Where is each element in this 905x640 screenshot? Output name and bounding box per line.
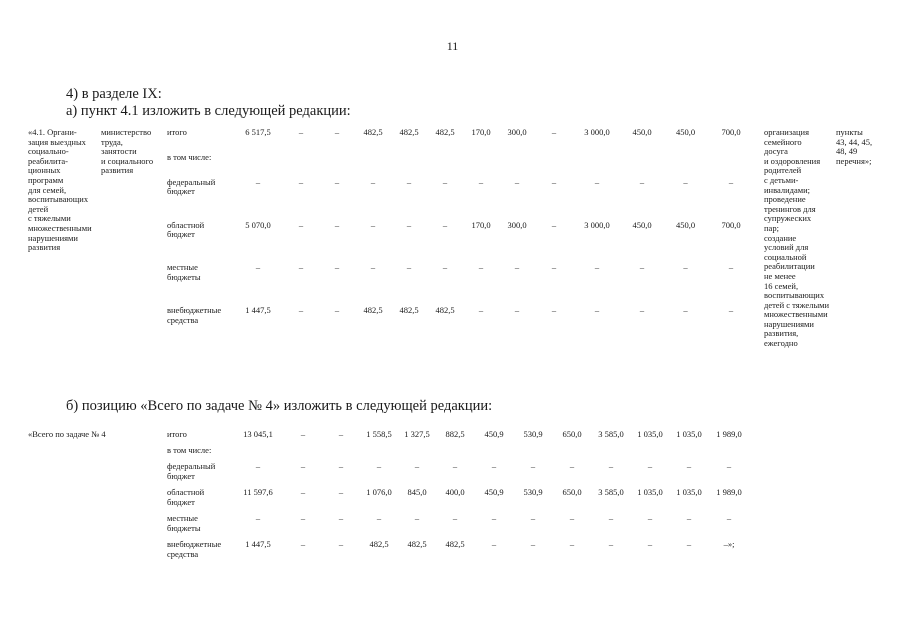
funding-year-value: – bbox=[491, 513, 497, 523]
funding-source-label: федеральный бюджет bbox=[167, 176, 216, 197]
funding-year-value bbox=[463, 153, 499, 178]
funding-year-value: 482,5 bbox=[363, 127, 383, 137]
funding-year-value: 3 000,0 bbox=[584, 219, 610, 230]
funding-year-value: – bbox=[551, 127, 557, 137]
funding-year-value: 1 076,0 bbox=[366, 487, 392, 497]
funding-source-label: итого bbox=[167, 127, 187, 137]
funding-source-label: итого bbox=[167, 429, 187, 439]
funding-year-value: – bbox=[442, 219, 448, 230]
funding-year-value: 482,5 bbox=[435, 304, 455, 315]
funding-year-value: – bbox=[406, 176, 412, 187]
funding-year-value: 450,9 bbox=[484, 429, 504, 439]
expected-result: организация семейного досуга и оздоровления родителей с детьми- инвалидами; проведение тренингов для супружеских пар; создание условий для социальной реабилитации не менее 16 семей, воспитывающих детей с тяжелыми множественными нарушениями развития, ежегодно bbox=[764, 127, 830, 349]
funding-year-value bbox=[669, 446, 709, 462]
funding-year-value: – bbox=[334, 219, 340, 230]
funding-year-value: – bbox=[298, 304, 304, 315]
funding-year-value: 1 989,0 bbox=[716, 487, 742, 497]
funding-year-value: – bbox=[639, 304, 645, 315]
funding-year-value: 530,9 bbox=[523, 487, 543, 497]
funding-year-value bbox=[663, 153, 708, 178]
funding-year-value: 3 000,0 bbox=[584, 127, 610, 137]
funding-year-value: – bbox=[647, 539, 653, 549]
funding-year-value: – bbox=[334, 262, 340, 273]
funding-year-value bbox=[573, 153, 621, 178]
funding-year-value: 845,0 bbox=[407, 487, 427, 497]
funding-total: – bbox=[255, 176, 261, 187]
funding-year-value: – bbox=[728, 176, 734, 187]
funding-year-value: – bbox=[300, 461, 306, 471]
funding-year-value: – bbox=[647, 461, 653, 471]
funding-year-value: – bbox=[406, 219, 412, 230]
funding-year-value: – bbox=[452, 513, 458, 523]
funding-year-value bbox=[399, 446, 435, 462]
funding-year-value: – bbox=[530, 539, 536, 549]
measure-name: «4.1. Органи- зация выездных социально- реабилита- ционных программ для семей, воспитывающих детей с тяжелыми множественными нарушениями развития bbox=[28, 127, 92, 253]
funding-year-value bbox=[499, 153, 535, 178]
funding-year-value: – bbox=[298, 127, 304, 137]
funding-year-value: – bbox=[728, 304, 734, 315]
funding-total: – bbox=[255, 461, 261, 471]
funding-year-value: – bbox=[608, 539, 614, 549]
funding-year-value bbox=[283, 446, 323, 462]
funding-year-value: – bbox=[376, 513, 382, 523]
funding-total: 13 045,1 bbox=[243, 429, 273, 439]
funding-year-value: – bbox=[551, 262, 557, 273]
funding-year-value: – bbox=[298, 176, 304, 187]
funding-year-value: 650,0 bbox=[562, 429, 582, 439]
funding-year-value: 1 035,0 bbox=[637, 429, 663, 439]
task-total-name: «Всего по задаче № 4 bbox=[28, 429, 106, 439]
funding-year-value: 882,5 bbox=[445, 429, 465, 439]
funding-source-label: федеральный бюджет bbox=[167, 461, 216, 481]
funding-year-value: – bbox=[334, 304, 340, 315]
funding-year-value: 700,0 bbox=[721, 127, 741, 137]
funding-year-value: – bbox=[551, 219, 557, 230]
funding-year-value: – bbox=[442, 176, 448, 187]
funding-year-value: 482,5 bbox=[369, 539, 389, 549]
funding-year-value bbox=[709, 446, 749, 462]
funding-year-value: 482,5 bbox=[363, 304, 383, 315]
funding-year-value: – bbox=[686, 461, 692, 471]
funding-year-value bbox=[475, 446, 513, 462]
funding-year-value: – bbox=[370, 219, 376, 230]
funding-source-label: областной бюджет bbox=[167, 219, 205, 240]
funding-source-label: местные бюджеты bbox=[167, 513, 201, 533]
funding-year-value: – bbox=[491, 461, 497, 471]
funding-year-value: – bbox=[647, 513, 653, 523]
funding-year-value: 300,0 bbox=[507, 219, 527, 230]
funding-year-value bbox=[319, 153, 355, 178]
funding-source-label: внебюджетные средства bbox=[167, 304, 222, 325]
funding-year-value: 1 035,0 bbox=[637, 487, 663, 497]
funding-year-value: 170,0 bbox=[471, 219, 491, 230]
funding-year-value: 530,9 bbox=[523, 429, 543, 439]
funding-year-value bbox=[355, 153, 391, 178]
funding-year-value: 300,0 bbox=[507, 127, 527, 137]
funding-total bbox=[233, 153, 283, 178]
funding-year-value: – bbox=[478, 304, 484, 315]
funding-year-value: 450,0 bbox=[675, 219, 696, 230]
funding-year-value: – bbox=[551, 304, 557, 315]
funding-source-label: внебюджетные средства bbox=[167, 539, 222, 559]
funding-year-value: 482,5 bbox=[445, 539, 465, 549]
funding-year-value: – bbox=[530, 461, 536, 471]
funding-year-value: – bbox=[530, 513, 536, 523]
funding-year-value: – bbox=[334, 127, 340, 137]
funding-year-value: 650,0 bbox=[562, 487, 582, 497]
table-row bbox=[28, 430, 749, 446]
funding-year-value: – bbox=[608, 513, 614, 523]
table-row bbox=[28, 128, 890, 153]
funding-year-value: – bbox=[338, 513, 344, 523]
funding-year-value bbox=[359, 446, 399, 462]
page-number: 11 bbox=[446, 39, 459, 53]
funding-total: – bbox=[255, 262, 261, 273]
funding-year-value: – bbox=[608, 461, 614, 471]
funding-total: 1 447,5 bbox=[245, 539, 271, 549]
total-task-4-table bbox=[28, 430, 749, 566]
funding-total: – bbox=[255, 513, 261, 523]
funding-year-value: – bbox=[728, 262, 734, 273]
funding-year-value: – bbox=[639, 176, 645, 187]
funding-year-value: 450,0 bbox=[675, 127, 696, 137]
funding-year-value bbox=[708, 153, 754, 178]
list-points: пункты 43, 44, 45, 48, 49 перечня»; bbox=[836, 127, 873, 166]
funding-year-value: – bbox=[639, 262, 645, 273]
funding-total: 5 070,0 bbox=[245, 219, 271, 230]
funding-year-value: – bbox=[726, 461, 732, 471]
funding-year-value: –»; bbox=[723, 539, 735, 549]
funding-year-value: – bbox=[514, 304, 520, 315]
funding-source-label: областной бюджет bbox=[167, 487, 205, 507]
funding-total: 11 597,6 bbox=[243, 487, 273, 497]
funding-year-value: – bbox=[452, 461, 458, 471]
funding-year-value: 1 035,0 bbox=[676, 429, 702, 439]
funding-year-value bbox=[427, 153, 463, 178]
funding-year-value: – bbox=[683, 176, 688, 187]
funding-year-value: – bbox=[514, 176, 520, 187]
section-heading: 4) в разделе IX: bbox=[66, 86, 162, 102]
funding-year-value bbox=[323, 446, 359, 462]
funding-year-value: – bbox=[514, 262, 520, 273]
funding-year-value: 3 585,0 bbox=[598, 429, 624, 439]
funding-source-label: в том числе: bbox=[167, 151, 212, 162]
funding-year-value: 482,5 bbox=[435, 127, 455, 137]
funding-year-value: – bbox=[414, 461, 420, 471]
funding-year-value: – bbox=[569, 513, 575, 523]
funding-year-value: 450,9 bbox=[484, 487, 504, 497]
funding-year-value: 450,0 bbox=[632, 219, 652, 230]
funding-year-value: – bbox=[414, 513, 420, 523]
funding-total: 1 447,5 bbox=[245, 304, 271, 315]
funding-year-value: 400,0 bbox=[445, 487, 465, 497]
funding-year-value: – bbox=[300, 429, 306, 439]
funding-year-value: – bbox=[376, 461, 382, 471]
funding-year-value: – bbox=[338, 487, 344, 497]
funding-year-value: 1 327,5 bbox=[404, 429, 430, 439]
funding-year-value: – bbox=[338, 539, 344, 549]
funding-total bbox=[233, 446, 283, 462]
funding-year-value: – bbox=[334, 176, 340, 187]
funding-year-value bbox=[591, 446, 631, 462]
funding-year-value: 170,0 bbox=[471, 127, 491, 137]
funding-year-value: – bbox=[594, 304, 600, 315]
funding-year-value: – bbox=[370, 262, 376, 273]
funding-year-value: – bbox=[478, 262, 484, 273]
funding-year-value: – bbox=[726, 513, 732, 523]
funding-year-value: – bbox=[594, 176, 600, 187]
funding-year-value: – bbox=[683, 262, 688, 273]
funding-year-value bbox=[535, 153, 573, 178]
funding-year-value: – bbox=[338, 461, 344, 471]
funding-source-label: в том числе: bbox=[167, 445, 212, 455]
funding-source-label: местные бюджеты bbox=[167, 262, 201, 282]
funding-year-value: – bbox=[594, 262, 600, 273]
funding-year-value bbox=[631, 446, 669, 462]
funding-year-value: – bbox=[569, 461, 575, 471]
funding-year-value: – bbox=[406, 262, 412, 273]
executor-name: министерство труда, занятости и социального развития bbox=[101, 127, 154, 176]
funding-year-value: 482,5 bbox=[399, 304, 419, 315]
funding-year-value: – bbox=[298, 262, 304, 273]
funding-year-value: – bbox=[300, 539, 306, 549]
funding-year-value bbox=[391, 153, 427, 178]
funding-year-value: 3 585,0 bbox=[598, 487, 624, 497]
funding-year-value: 1 035,0 bbox=[676, 487, 702, 497]
item-a-text: а) пункт 4.1 изложить в следующей редакции: bbox=[66, 103, 351, 119]
funding-year-value: 482,5 bbox=[399, 127, 419, 137]
funding-year-value: – bbox=[370, 176, 376, 187]
funding-year-value: – bbox=[683, 304, 688, 315]
funding-year-value bbox=[513, 446, 553, 462]
funding-year-value: – bbox=[478, 176, 484, 187]
funding-year-value: 700,0 bbox=[721, 219, 741, 230]
funding-year-value: – bbox=[491, 539, 497, 549]
funding-year-value: – bbox=[686, 513, 692, 523]
funding-year-value: – bbox=[551, 176, 557, 187]
funding-total: 6 517,5 bbox=[245, 127, 271, 137]
funding-year-value: – bbox=[569, 539, 575, 549]
measure-4-1-table bbox=[28, 128, 890, 349]
funding-year-value: – bbox=[686, 539, 692, 549]
funding-year-value: – bbox=[300, 513, 306, 523]
funding-year-value bbox=[283, 153, 319, 178]
funding-year-value bbox=[435, 446, 475, 462]
funding-year-value: – bbox=[298, 219, 304, 230]
funding-year-value: 482,5 bbox=[407, 539, 427, 549]
funding-year-value: 450,0 bbox=[632, 127, 652, 137]
funding-year-value: 1 989,0 bbox=[716, 429, 742, 439]
funding-year-value bbox=[621, 153, 663, 178]
funding-year-value: – bbox=[442, 262, 448, 273]
funding-year-value bbox=[553, 446, 591, 462]
funding-year-value: – bbox=[338, 429, 344, 439]
funding-year-value: 1 558,5 bbox=[366, 429, 392, 439]
item-b-text: б) позицию «Всего по задаче № 4» изложить в следующей редакции: bbox=[66, 398, 493, 414]
funding-year-value: – bbox=[300, 487, 306, 497]
